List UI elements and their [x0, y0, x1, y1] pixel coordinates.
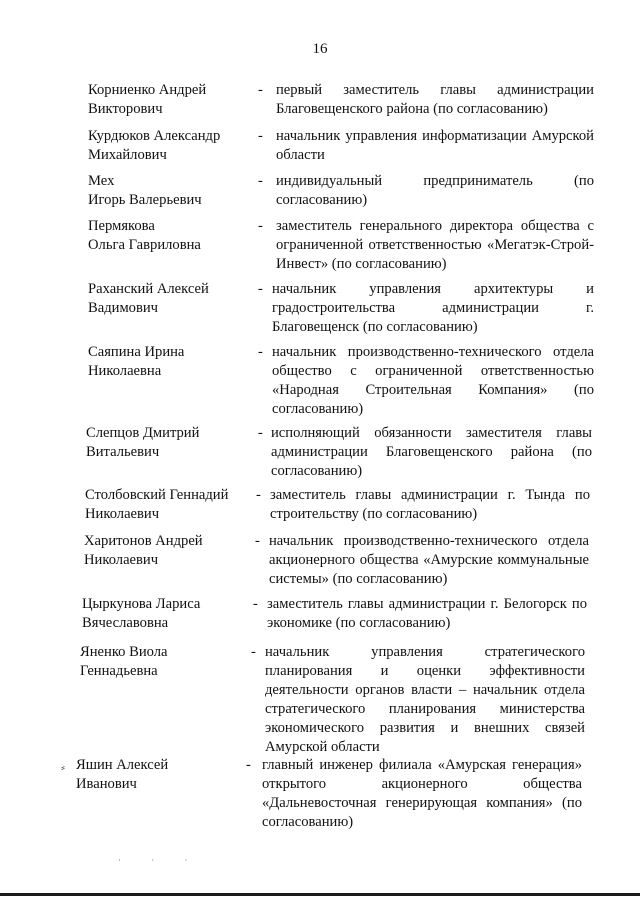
dash-separator: - — [256, 487, 261, 503]
member-role: индивидуальный предприниматель (по согласованию) — [276, 173, 594, 208]
member-name: Слепцов Дмитрий Витальевич — [86, 425, 200, 460]
page-number: 16 — [312, 41, 328, 57]
member-name: Саяпина Ирина Николаевна — [88, 344, 185, 379]
member-role: исполняющий обязанности заместителя главы администрации Благовещенского района (по согласованию) — [271, 425, 592, 479]
dash-separator: - — [251, 644, 256, 660]
scan-bottom-edge — [0, 893, 640, 896]
member-role: начальник производственно-технического отдела акционерного общества «Амурские коммунальные системы» (по согласованию) — [269, 533, 589, 587]
member-name: Мех Игорь Валерьевич — [88, 173, 202, 208]
dash-separator: - — [258, 173, 263, 189]
dash-separator: - — [258, 281, 263, 297]
member-name: Столбовский Геннадий Николаевич — [85, 487, 229, 522]
member-role: заместитель генерального директора общества с ограниченной ответственностью «Мегатэк-Строй-Инвест» (по согласованию) — [276, 218, 594, 272]
member-role: начальник управления стратегического планирования и оценки эффективности деятельности органов власти – начальник отдела стратегического планирования министерства экономического развития и внешних связей Амурской области — [265, 644, 585, 755]
dash-separator: - — [258, 128, 263, 144]
scan-specks: · · · — [118, 855, 202, 865]
member-role: первый заместитель главы администрации Благовещенского района (по согласованию) — [276, 82, 594, 117]
dash-separator: - — [258, 344, 263, 360]
member-name: Харитонов Андрей Николаевич — [84, 533, 203, 568]
dash-separator: - — [258, 218, 263, 234]
member-role: заместитель главы администрации г. Белогорск по экономике (по согласованию) — [267, 596, 587, 631]
member-role: начальник управления информатизации Амурской области — [276, 128, 594, 163]
dash-separator: - — [253, 596, 258, 612]
pen-tick-mark: ⸗ — [61, 760, 65, 774]
member-name: Корниенко Андрей Викторович — [88, 82, 207, 117]
member-role: начальник производственно-технического отдела общество с ограниченной ответственностью «Народная Строительная Компания» (по согласованию) — [272, 344, 594, 417]
member-name: Яшин Алексей Иванович — [76, 757, 169, 792]
member-role: главный инженер филиала «Амурская генерация» открытого акционерного общества «Дальневосточная генерирующая компания» (по согласованию) — [262, 757, 582, 830]
dash-separator: - — [258, 82, 263, 98]
dash-separator: - — [258, 425, 263, 441]
member-role: начальник управления архитектуры и градостроительства администрации г. Благовещенск (по согласованию) — [272, 281, 594, 335]
dash-separator: - — [255, 533, 260, 549]
member-name: Яненко Виола Геннадьевна — [80, 644, 168, 679]
member-name: Курдюков Александр Михайлович — [88, 128, 221, 163]
member-name: Пермякова Ольга Гавриловна — [88, 218, 201, 253]
member-name: Раханский Алексей Вадимович — [88, 281, 209, 316]
member-role: заместитель главы администрации г. Тында по строительству (по согласованию) — [270, 487, 590, 522]
member-name: Цыркунова Лариса Вячеславовна — [82, 596, 201, 631]
dash-separator: - — [246, 757, 251, 773]
